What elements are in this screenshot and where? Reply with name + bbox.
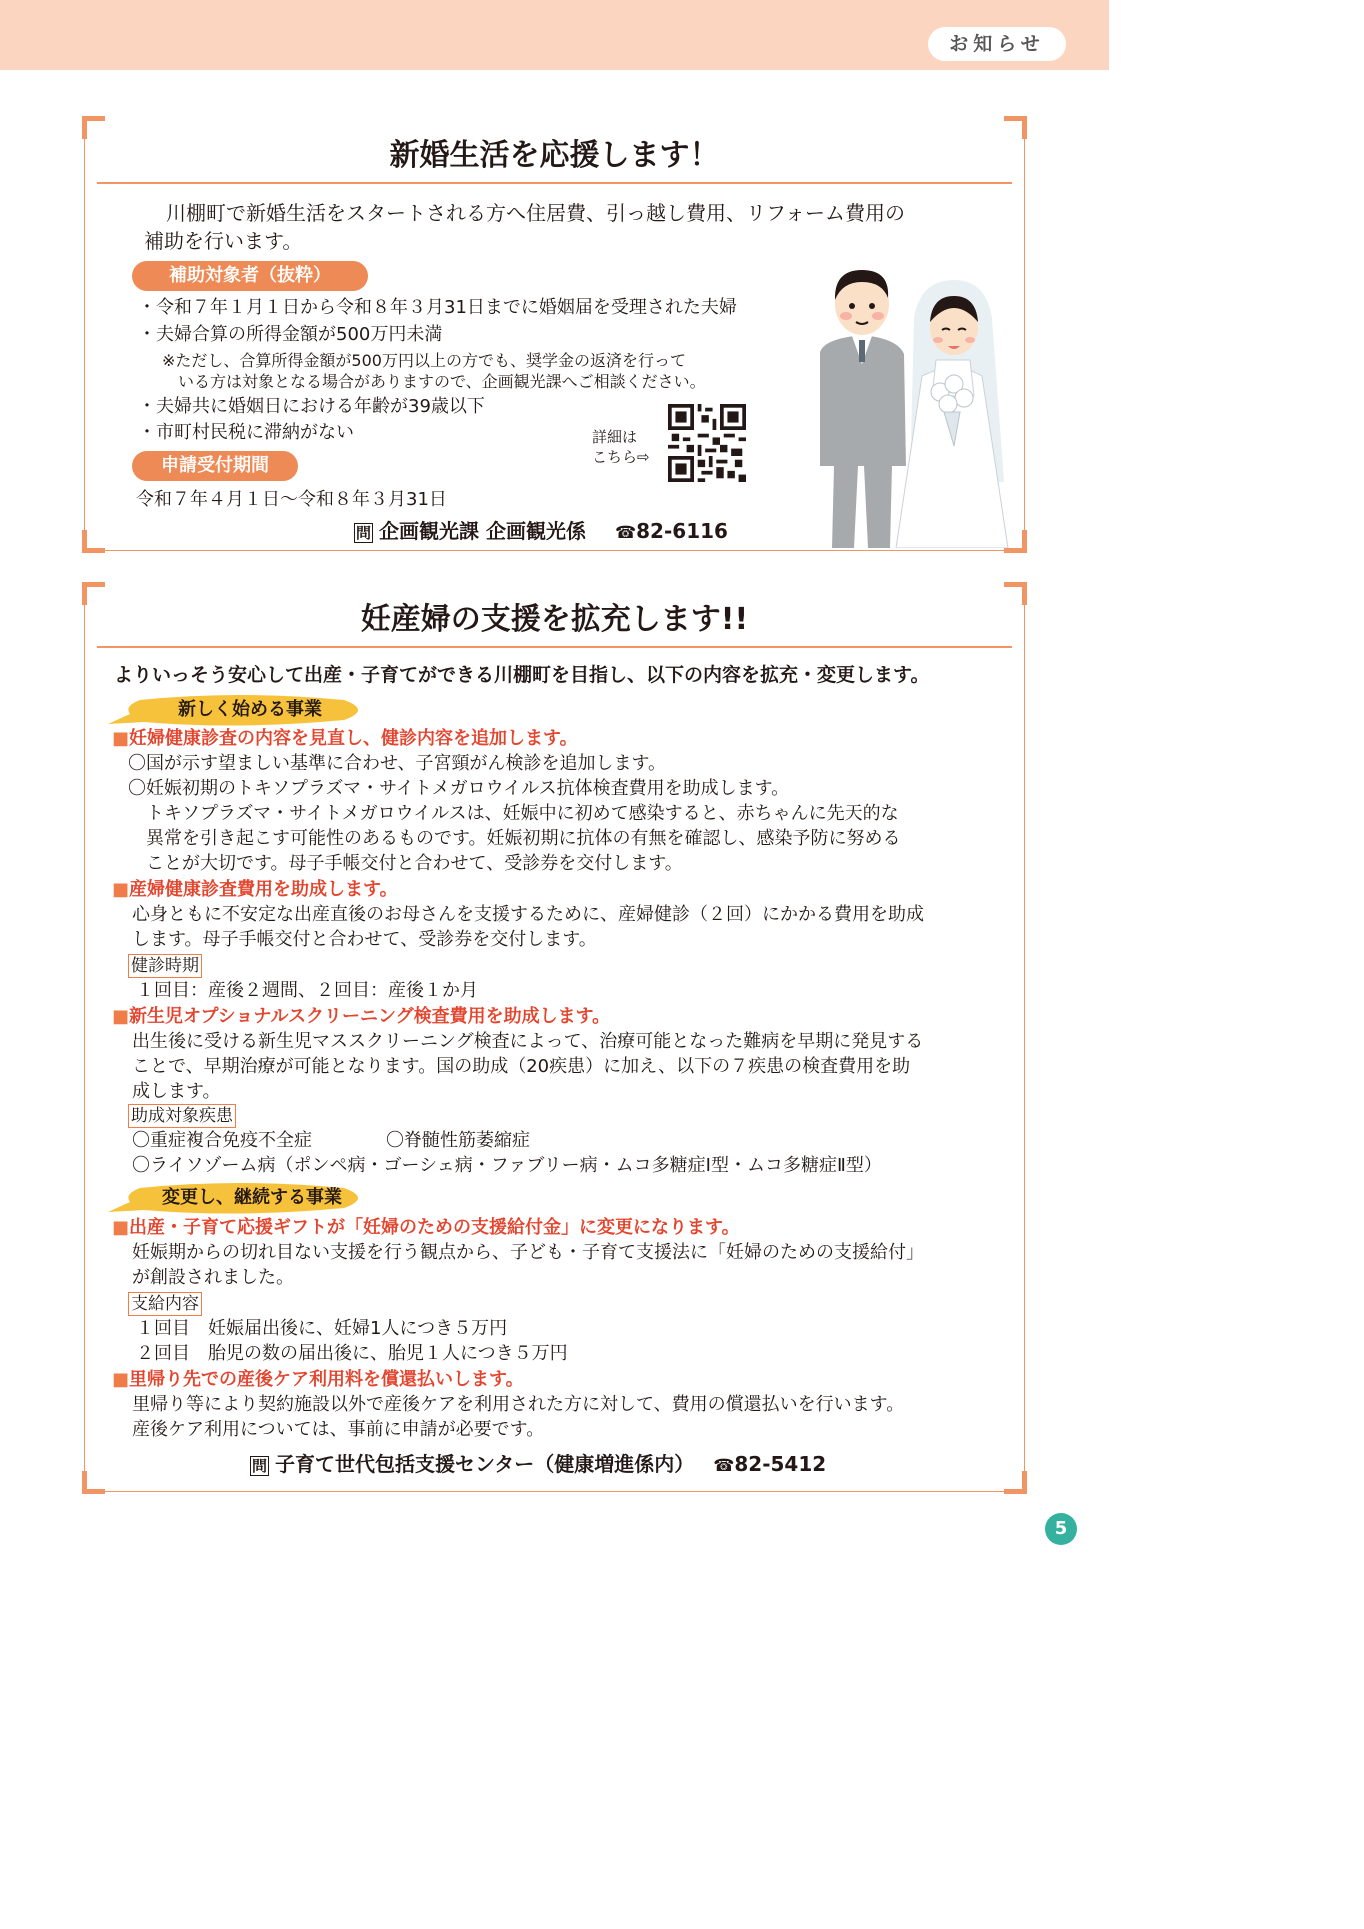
title-rule <box>97 646 1012 648</box>
phone-icon: ☎ <box>614 523 637 543</box>
payment-item: １回目 妊娠届出後に、妊婦1人につき５万円 <box>136 1318 508 1339</box>
body-line: が創設されました。 <box>132 1267 294 1288</box>
body-line: 妊娠期からの切れ目ない支援を行う観点から、子ども・子育て支援法に「妊婦のための支援給付」 <box>132 1242 924 1263</box>
heading-item: ■出産・子育て応援ギフトが「妊婦のための支援給付金」に変更になります。 <box>112 1217 740 1238</box>
heading-item: ■里帰り先での産後ケア利用料を償還払いします。 <box>112 1369 524 1390</box>
heading-item: ■妊婦健康診査の内容を見直し、健診内容を追加します。 <box>112 728 578 749</box>
body-line: ことで、早期治療が可能となります。国の助成（20疾患）に加え、以下の７疾患の検査費用を助 <box>132 1056 911 1077</box>
note-line: ※ただし、合算所得金額が500万円以上の方でも、奨学金の返済を行って <box>162 351 686 370</box>
qr-caption: 詳細は <box>592 428 638 446</box>
intro-line: 補助を行います。 <box>144 229 303 253</box>
body-line: します。母子手帳交付と合わせて、受診券を交付します。 <box>132 929 597 950</box>
contact-line <box>354 515 728 544</box>
banner-label: 変更し、継続する事業 <box>162 1187 342 1208</box>
disease-item: 〇重症複合免疫不全症 <box>132 1130 312 1151</box>
body-line: 〇妊娠初期のトキソプラズマ・サイトメガロウイルス抗体検査費用を助成します。 <box>128 778 790 799</box>
contact-name: 企画観光課 企画観光係 <box>379 519 586 543</box>
contact-line <box>250 1448 826 1477</box>
inquiry-icon: 問 <box>252 1457 268 1475</box>
eligibility-item: ・市町村民税に滞納がない <box>138 422 354 443</box>
subheading-box: 健診時期 <box>128 954 202 978</box>
eligibility-item: ・夫婦合算の所得金額が500万円未満 <box>138 324 443 345</box>
body-line: 異常を引き起こす可能性のあるものです。妊娠初期に抗体の有無を確認し、感染予防に努める <box>128 828 901 849</box>
note-line: いる方は対象となる場合がありますので、企画観光課へご相談ください。 <box>178 372 706 391</box>
contact-name: 子育て世代包括支援センター（健康増進係内） <box>275 1452 695 1476</box>
payment-item: ２回目 胎児の数の届出後に、胎児１人につき５万円 <box>136 1343 568 1364</box>
wedding-couple-illustration <box>814 256 1010 548</box>
subheading-box: 支給内容 <box>128 1292 202 1316</box>
period-label: 申請受付期間 <box>132 451 298 481</box>
section-title: 新婚生活を応援します！ <box>389 138 720 173</box>
intro-line: 川棚町で新婚生活をスタートされる方へ住居費、引っ越し費用、リフォーム費用の <box>166 201 905 225</box>
eligibility-item: ・夫婦共に婚姻日における年齢が39歳以下 <box>138 396 485 417</box>
eligibility-label: 補助対象者（抜粋） <box>132 261 368 291</box>
qr-caption: こちら⇨ <box>592 448 650 466</box>
banner-label: 新しく始める事業 <box>178 699 322 720</box>
body-line: 出生後に受ける新生児マススクリーニング検査によって、治療可能となった難病を早期に発見する <box>132 1031 924 1052</box>
disease-item: 〇脊髄性筋萎縮症 <box>386 1130 530 1151</box>
qr-code[interactable] <box>668 404 746 482</box>
section-title: 妊産婦の支援を拡充します!! <box>360 602 749 637</box>
body-line: 里帰り等により契約施設以外で産後ケアを利用された方に対して、費用の償還払いを行います。 <box>132 1394 905 1415</box>
heading-item: ■産婦健康診査費用を助成します。 <box>112 879 398 900</box>
contact-tel: 82-5412 <box>734 1452 827 1476</box>
section-newlywed <box>82 116 1027 553</box>
contact-tel: 82-6116 <box>636 519 728 543</box>
intro-line: よりいっそう安心して出産・子育てができる川棚町を目指し、以下の内容を拡充・変更します。 <box>114 664 930 686</box>
body-line: ことが大切です。母子手帳交付と合わせて、受診券を交付します。 <box>128 853 683 874</box>
body-line: 心身ともに不安定な出産直後のお母さんを支援するために、産婦健診（２回）にかかる費用を助成 <box>132 904 924 925</box>
period-text: 令和７年４月１日〜令和８年３月31日 <box>136 489 447 510</box>
title-rule <box>97 182 1012 184</box>
body-line: １回目：産後２週間、２回目：産後１か月 <box>136 980 478 1001</box>
body-line: 〇国が示す望ましい基準に合わせ、子宮頸がん検診を追加します。 <box>128 753 667 774</box>
page-number: 5 <box>1045 1513 1077 1545</box>
phone-icon: ☎ <box>713 1456 735 1476</box>
notice-badge: お知らせ <box>928 27 1066 61</box>
section-pregnancy-support <box>82 582 1027 1494</box>
body-line: トキソプラズマ・サイトメガロウイルスは、妊娠中に初めて感染すると、赤ちゃんに先天的な <box>128 803 899 824</box>
inquiry-icon: 問 <box>356 524 372 542</box>
body-line: 産後ケア利用については、事前に申請が必要です。 <box>132 1419 545 1440</box>
body-line: 成します。 <box>132 1081 221 1102</box>
heading-item: ■新生児オプショナルスクリーニング検査費用を助成します。 <box>112 1006 611 1027</box>
disease-item: 〇ライソゾーム病（ポンペ病・ゴーシェ病・ファブリー病・ムコ多糖症Ⅰ型・ムコ多糖症Ⅱ型） <box>132 1155 882 1176</box>
eligibility-item: ・令和７年１月１日から令和８年３月31日までに婚姻届を受理された夫婦 <box>138 297 737 318</box>
subheading-box: 助成対象疾患 <box>128 1104 236 1128</box>
